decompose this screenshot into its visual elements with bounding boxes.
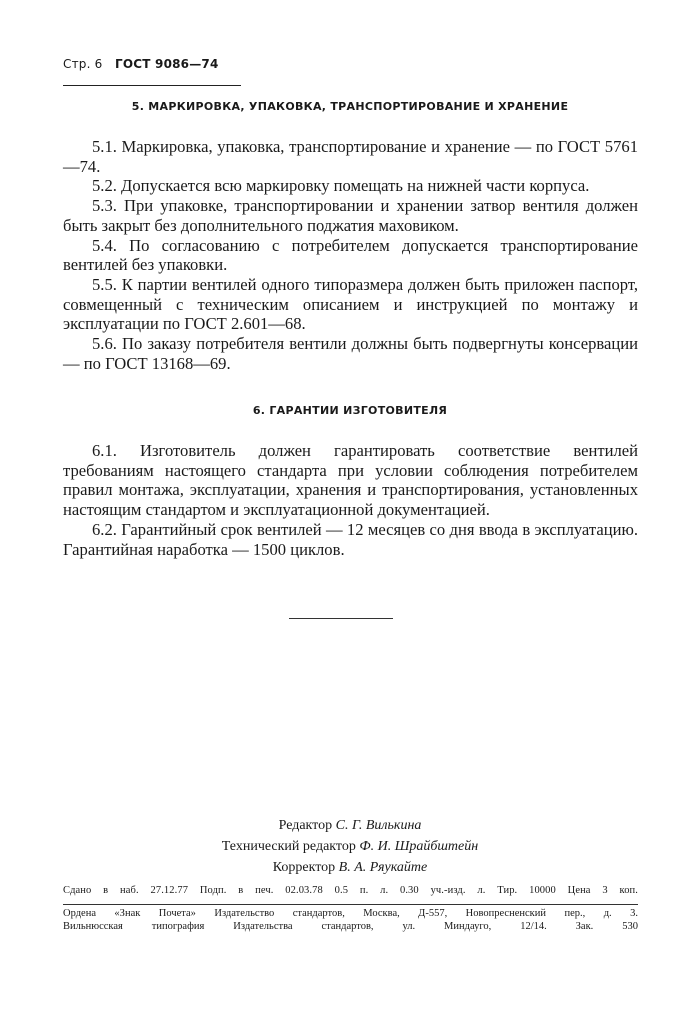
paragraph-6-1: 6.1. Изготовитель должен гарантировать соответствие вентилей требованиям настоящего стандарта при условии соблюдения потребителем правил монтажа, эксплуатации, хранения и транспортирования, установленных настоящим стандартом и эксплуатационной документацией. — [63, 441, 638, 520]
paragraph-5-5: 5.5. К партии вентилей одного типоразмера должен быть приложен паспорт, совмещенный с техническим описанием и инструкцией по монтажу и эксплуатации по ГОСТ 2.601—68. — [63, 274, 638, 334]
paragraph-6-2: 6.2. Гарантийный срок вентилей — 12 месяцев со дня ввода в эксплуатацию. Гарантийная наработка — 1500 циклов. — [63, 519, 638, 559]
imprint-print-data: Сдано в наб. 27.12.77 Подп. в печ. 02.03.78 0.5 п. л. 0.30 уч.-изд. л. Тир. 10000 Цена 3 коп. — [63, 885, 638, 896]
section-6-body — [63, 441, 638, 559]
paragraph-5-1: 5.1. Маркировка, упаковка, транспортирование и хранение — по ГОСТ 5761—74. — [63, 137, 638, 176]
paragraph-5-2: 5.2. Допускается всю маркировку помещать на нижней части корпуса. — [92, 176, 590, 196]
standard-number: ГОСТ 9086—74 — [115, 57, 219, 71]
credit-corrector — [0, 857, 700, 878]
running-header — [63, 57, 241, 86]
paragraph-5-6: 5.6. По заказу потребителя вентили должны быть подвергнуты консервации — по ГОСТ 13168—69. — [63, 334, 638, 373]
corrector-name: В. А. Ряукайте — [338, 860, 428, 875]
corrector-label: Корректор — [272, 860, 336, 875]
imprint-divider — [63, 904, 638, 905]
imprint-publisher-line: Ордена «Знак Почета» Издательство стандартов, Москва, Д-557, Новопресненский пер., д. 3. — [63, 908, 638, 919]
editor-label: Редактор — [278, 818, 333, 833]
section-5-title: 5. МАРКИРОВКА, УПАКОВКА, ТРАНСПОРТИРОВАНИЕ И ХРАНЕНИЕ — [131, 100, 569, 113]
credits — [0, 815, 700, 878]
credit-tech-editor — [0, 836, 700, 857]
page-number: Стр. 6 — [63, 57, 103, 71]
editor-name: С. Г. Вилькина — [335, 818, 422, 833]
end-divider — [289, 618, 393, 619]
paragraph-5-3: 5.3. При упаковке, транспортировании и хранении затвор вентиля должен быть закрыт без дополнительного поджатия маховиком. — [63, 196, 638, 235]
tech-editor-label: Технический редактор — [221, 839, 356, 854]
imprint-printer-line: Вильнюсская типография Издательства стандартов, ул. Миндауго, 12/14. Зак. 530 — [63, 921, 638, 932]
paragraph-5-4: 5.4. По согласованию с потребителем допускается транспортирование вентилей без упаковки. — [63, 235, 638, 275]
section-5-body — [63, 137, 638, 373]
section-6-title: 6. ГАРАНТИИ ИЗГОТОВИТЕЛЯ — [252, 404, 448, 417]
credit-editor — [0, 815, 700, 836]
imprint-publisher — [63, 907, 638, 933]
tech-editor-name: Ф. И. Шрайбштейн — [359, 839, 479, 854]
